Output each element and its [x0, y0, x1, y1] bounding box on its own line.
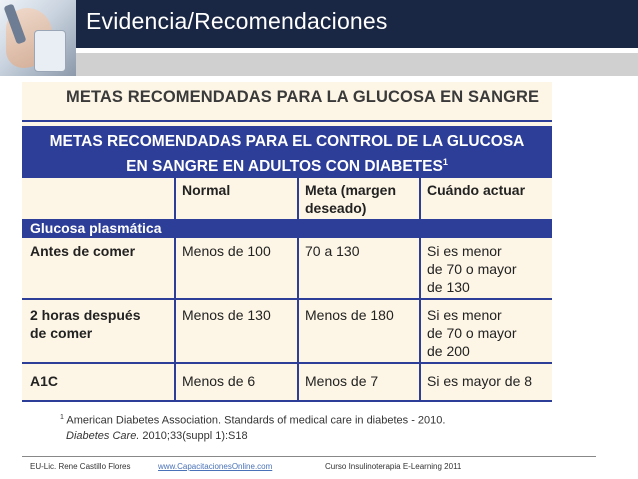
footer-website-link[interactable]: www.CapacitacionesOnline.com: [158, 462, 273, 471]
glucose-meter-image: [34, 30, 66, 72]
row-actuar: Si es mayor de 8: [427, 373, 533, 389]
row-meta: 70 a 130: [305, 243, 360, 259]
row-normal: Menos de 6: [182, 373, 256, 389]
footnote: $^1$ American Diabetes Association. Standards of medical care in diabetes - 2010. Diabetes Care. 2010;33(suppl 1):S18: [60, 414, 446, 442]
slide-title: Evidencia/Recomendaciones: [86, 8, 388, 34]
footer-course: Curso Insulinoterapia E-Learning 2011: [325, 462, 462, 471]
column-divider: [297, 178, 299, 402]
table-heading-line2: EN SANGRE EN ADULTOS CON DIABETES$^1$: [126, 157, 448, 176]
row-divider: [22, 362, 552, 364]
column-header-meta: Meta (margen deseado): [305, 182, 397, 216]
row-meta: Menos de 7: [305, 373, 379, 389]
document-title: METAS RECOMENDADAS PARA LA GLUCOSA EN SANGRE: [66, 88, 540, 106]
column-header-actuar: Cuándo actuar: [427, 182, 526, 198]
row-label: A1C: [30, 373, 59, 389]
column-divider: [419, 178, 421, 402]
table-heading: [22, 126, 552, 178]
row-normal: Menos de 100: [182, 243, 271, 259]
column-divider: [174, 178, 176, 402]
footer-divider: [22, 456, 596, 457]
table-bottom-border: [22, 400, 552, 402]
row-label: 2 horas después de comer: [30, 307, 141, 341]
row-label: Antes de comer: [30, 243, 136, 259]
table-heading-line1: METAS RECOMENDADAS PARA EL CONTROL DE LA GLUCOSA: [49, 133, 525, 150]
header-strip: [76, 53, 638, 76]
row-actuar: Si es menor de 70 o mayor de 130: [427, 243, 517, 295]
row-normal: Menos de 130: [182, 307, 271, 323]
title-divider: [22, 120, 552, 122]
row-actuar: Si es menor de 70 o mayor de 200: [427, 307, 517, 359]
row-meta: Menos de 180: [305, 307, 394, 323]
column-header-normal: Normal: [182, 182, 231, 198]
row-divider: [22, 298, 552, 300]
header-photo: [0, 0, 76, 76]
footer-author: EU-Lic. Rene Castillo Flores: [30, 462, 131, 471]
glucose-goals-table: [22, 82, 552, 402]
section-label: Glucosa plasmática: [22, 219, 552, 238]
